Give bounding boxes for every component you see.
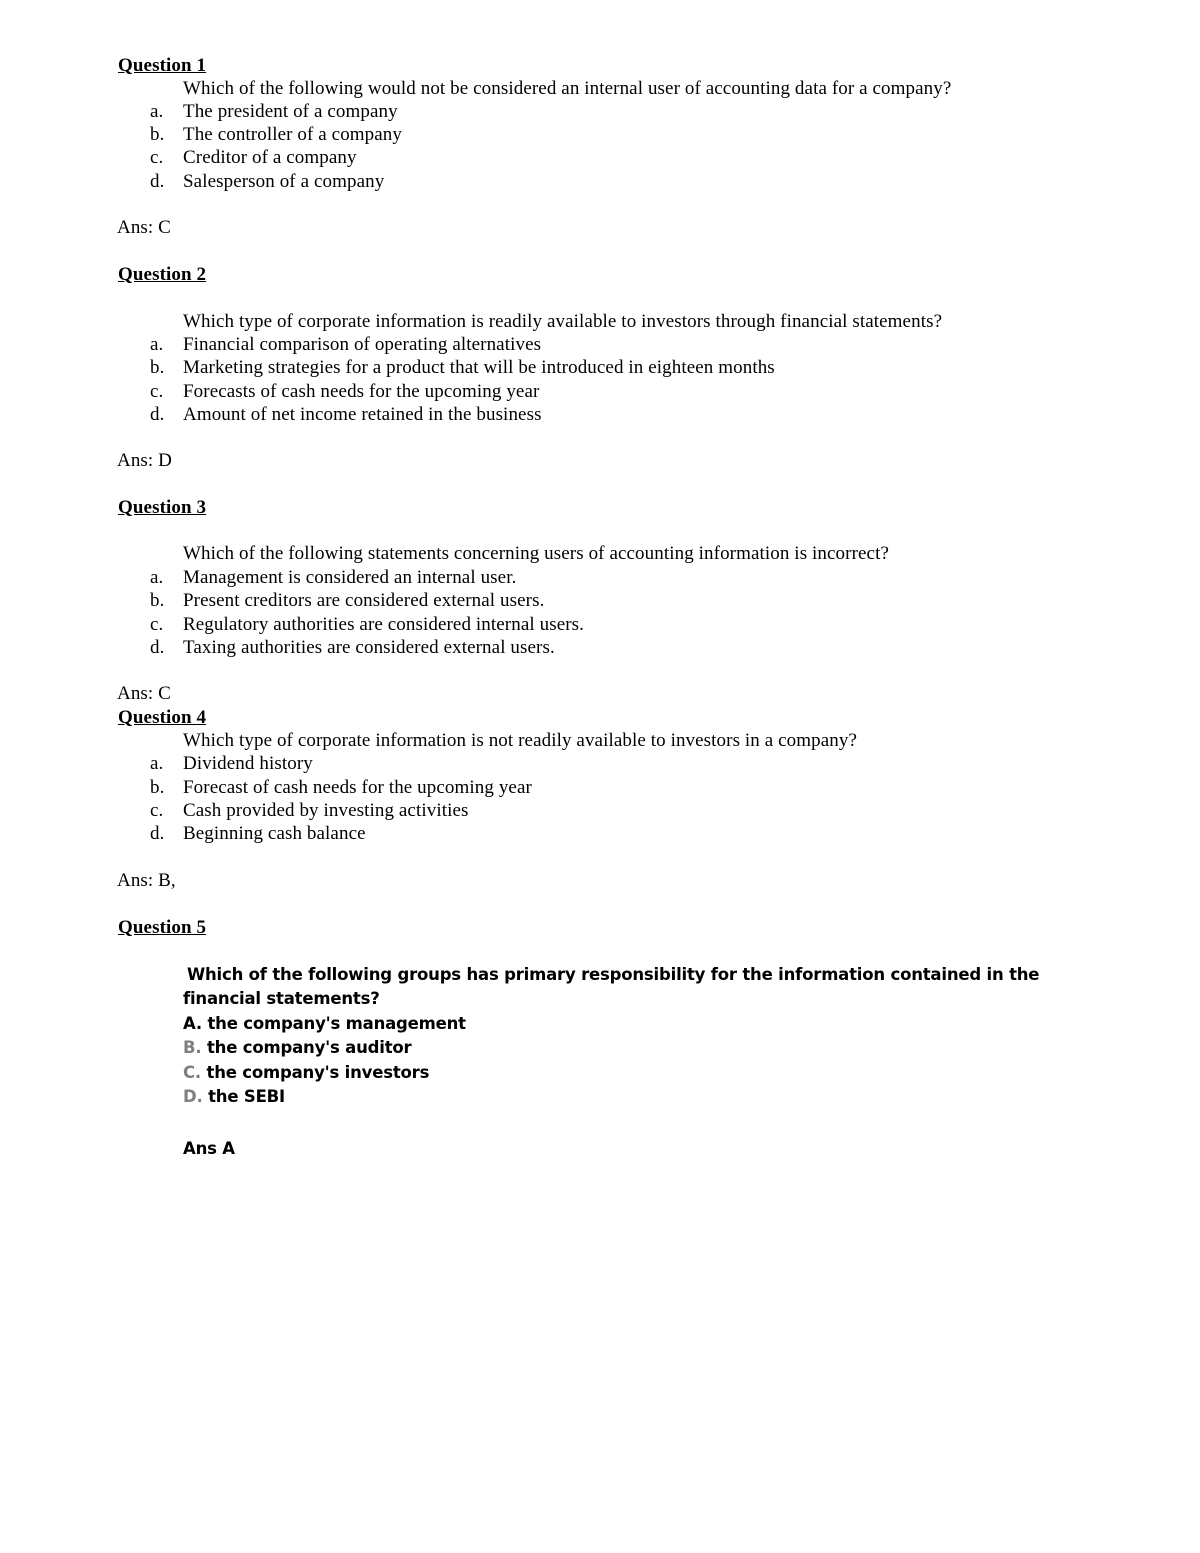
question-5-option-a-letter: A. [183, 1014, 202, 1033]
question-5-stem-line-2: financial statements? [183, 989, 380, 1008]
question-2-option-d-letter: d. [150, 404, 165, 425]
question-4-option-a-letter: a. [150, 753, 164, 774]
question-4-option-d-text: Beginning cash balance [183, 823, 366, 844]
question-3-option-a-letter: a. [150, 567, 164, 588]
question-5-option-b [183, 1036, 411, 1060]
question-2-option-c-letter: c. [150, 381, 164, 402]
question-1-answer: Ans: C [117, 217, 171, 238]
question-4-option-c-text: Cash provided by investing activities [183, 800, 469, 821]
question-1-option-d-text: Salesperson of a company [183, 171, 385, 192]
question-4-option-b-letter: b. [150, 777, 165, 798]
question-5-option-c-text: the company's investors [206, 1063, 430, 1082]
question-1-stem: Which of the following would not be considered an internal user of accounting data for a company? [183, 78, 952, 99]
question-4-option-b-text: Forecast of cash needs for the upcoming year [183, 777, 532, 798]
question-1-title: Question 1 [118, 55, 207, 76]
question-4-stem: Which type of corporate information is not readily available to investors in a company? [183, 730, 858, 751]
question-4-option-c-letter: c. [150, 800, 164, 821]
question-2-option-d-text: Amount of net income retained in the business [183, 404, 542, 425]
question-3-option-d-text: Taxing authorities are considered external users. [183, 637, 555, 658]
question-3-answer: Ans: C [117, 683, 171, 704]
question-3-option-a-text: Management is considered an internal user. [183, 567, 517, 588]
question-3-stem: Which of the following statements concerning users of accounting information is incorrect? [183, 543, 889, 564]
question-4-title: Question 4 [118, 707, 207, 728]
question-2-answer: Ans: D [117, 450, 172, 471]
question-1-option-b-letter: b. [150, 124, 165, 145]
question-1-option-a-letter: a. [150, 101, 164, 122]
question-3-title: Question 3 [118, 497, 207, 518]
question-3-option-b-letter: b. [150, 590, 165, 611]
question-5-option-b-letter: B. [183, 1038, 202, 1057]
question-2-option-a-text: Financial comparison of operating alternatives [183, 334, 542, 355]
question-5-title: Question 5 [118, 917, 207, 938]
question-1-option-b-text: The controller of a company [183, 124, 403, 145]
question-5-stem-line-1: Which of the following groups has primary responsibility for the information contained in the [187, 965, 1040, 984]
question-2-option-a-letter: a. [150, 334, 164, 355]
question-5-option-d [183, 1085, 285, 1109]
question-3-option-d-letter: d. [150, 637, 165, 658]
question-1-option-a-text: The president of a company [183, 101, 398, 122]
question-2-option-b-letter: b. [150, 357, 165, 378]
question-4-answer: Ans: B, [117, 870, 176, 891]
question-3-option-c-text: Regulatory authorities are considered internal users. [183, 614, 584, 635]
question-5-option-a [183, 1012, 466, 1036]
question-1-option-c-text: Creditor of a company [183, 147, 357, 168]
question-5-answer: Ans A [183, 1139, 235, 1158]
question-1-option-d-letter: d. [150, 171, 165, 192]
question-2-stem: Which type of corporate information is readily available to investors through financial statements? [183, 311, 943, 332]
question-4-option-d-letter: d. [150, 823, 165, 844]
question-1-option-c-letter: c. [150, 147, 164, 168]
question-5-option-c [183, 1061, 429, 1085]
question-5-option-a-text: the company's management [207, 1014, 466, 1033]
question-3-option-c-letter: c. [150, 614, 164, 635]
question-2-option-c-text: Forecasts of cash needs for the upcoming year [183, 381, 540, 402]
question-2-option-b-text: Marketing strategies for a product that will be introduced in eighteen months [183, 357, 775, 378]
question-4-option-a-text: Dividend history [183, 753, 313, 774]
question-5-option-d-letter: D. [183, 1087, 203, 1106]
question-5-option-d-text: the SEBI [208, 1087, 285, 1106]
question-5-option-b-text: the company's auditor [207, 1038, 412, 1057]
question-5-option-c-letter: C. [183, 1063, 201, 1082]
question-3-option-b-text: Present creditors are considered external users. [183, 590, 545, 611]
question-2-title: Question 2 [118, 264, 207, 285]
